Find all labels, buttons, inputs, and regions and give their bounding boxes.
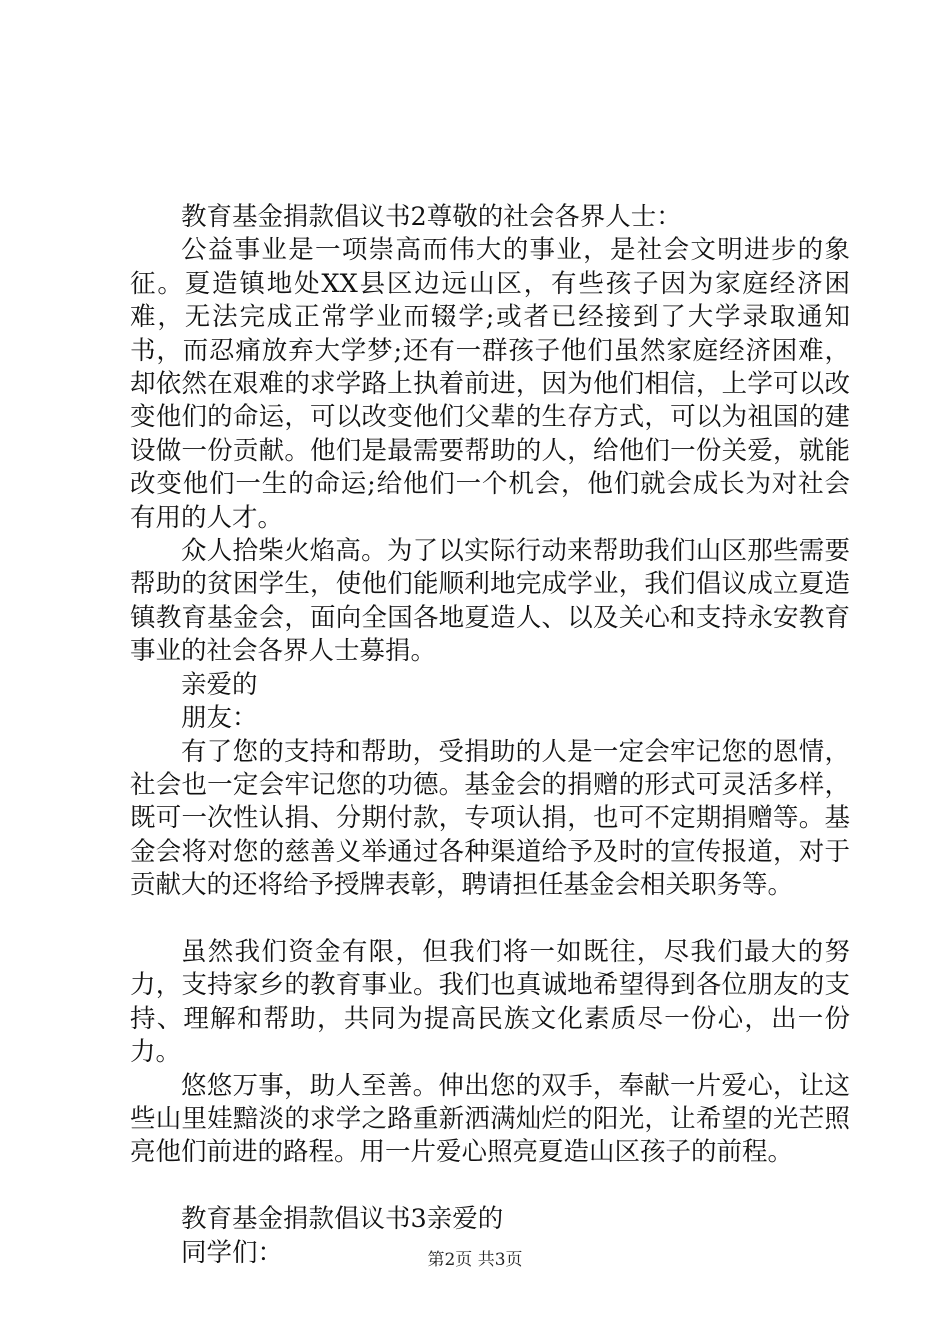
paragraph-classmates: 同学们： (181, 1237, 284, 1268)
paragraph-limited-funds: 虽然我们资金有限，但我们将一如既往，尽我们最大的努力，支持家乡的教育事业。我们也真诚地希望得到各位朋友的支持、理解和帮助，共同为提高民族文化素质尽一份心，出一份力。 (130, 936, 850, 1068)
paragraph-public-welfare: 公益事业是一项崇高而伟大的事业，是社会文明进步的象征。夏造镇地处XX县区边远山区，有些孩子因为家庭经济困难，无法完成正常学业而辍学;或者已经接到了大学录取通知书，而忍痛放弃大学梦;还有一群孩子他们虽然家庭经济困难，却依然在艰难的求学路上执着前进，因为他们相信，上学可以改变他们的命运，可以改变他们父辈的生存方式，可以为祖国的建设做一份贡献。他们是最需要帮助的人，给他们一份关爱，就能改变他们一生的命运;给他们一个机会，他们就会成长为对社会有用的人才。 (130, 235, 850, 533)
paragraph-heading-3: 教育基金捐款倡议书3亲爱的 (181, 1204, 504, 1235)
blank-line (130, 903, 850, 936)
paragraph-dear: 亲爱的 (181, 669, 258, 700)
blank-line (130, 1170, 850, 1203)
paragraph-support: 有了您的支持和帮助，受捐助的人是一定会牢记您的恩情，社会也一定会牢记您的功德。基金会的捐赠的形式可灵活多样，既可一次性认捐、分期付款，专项认捐，也可不定期捐赠等。基金会将对您的慈善义举通过各种渠道给予及时的宣传报道，对于贡献大的还将给予授牌表彰，聘请担任基金会相关职务等。 (130, 736, 850, 901)
paragraph-helping-others: 悠悠万事，助人至善。伸出您的双手，奉献一片爱心，让这些山里娃黯淡的求学之路重新洒满灿烂的阳光，让希望的光芒照亮他们前进的路程。用一片爱心照亮夏造山区孩子的前程。 (130, 1070, 850, 1168)
paragraph-fund-proposal: 众人拾柴火焰高。为了以实际行动来帮助我们山区那些需要帮助的贫困学生，使他们能顺利地完成学业，我们倡议成立夏造镇教育基金会，面向全国各地夏造人、以及关心和支持永安教育事业的社会各界人士募捐。 (130, 536, 850, 667)
page-number-footer: 第2页 共3页 (427, 1250, 523, 1270)
document-body (130, 201, 850, 1270)
paragraph-heading-2: 教育基金捐款倡议书2尊敬的社会各界人士： (181, 202, 682, 232)
paragraph-friends: 朋友： (181, 703, 258, 734)
